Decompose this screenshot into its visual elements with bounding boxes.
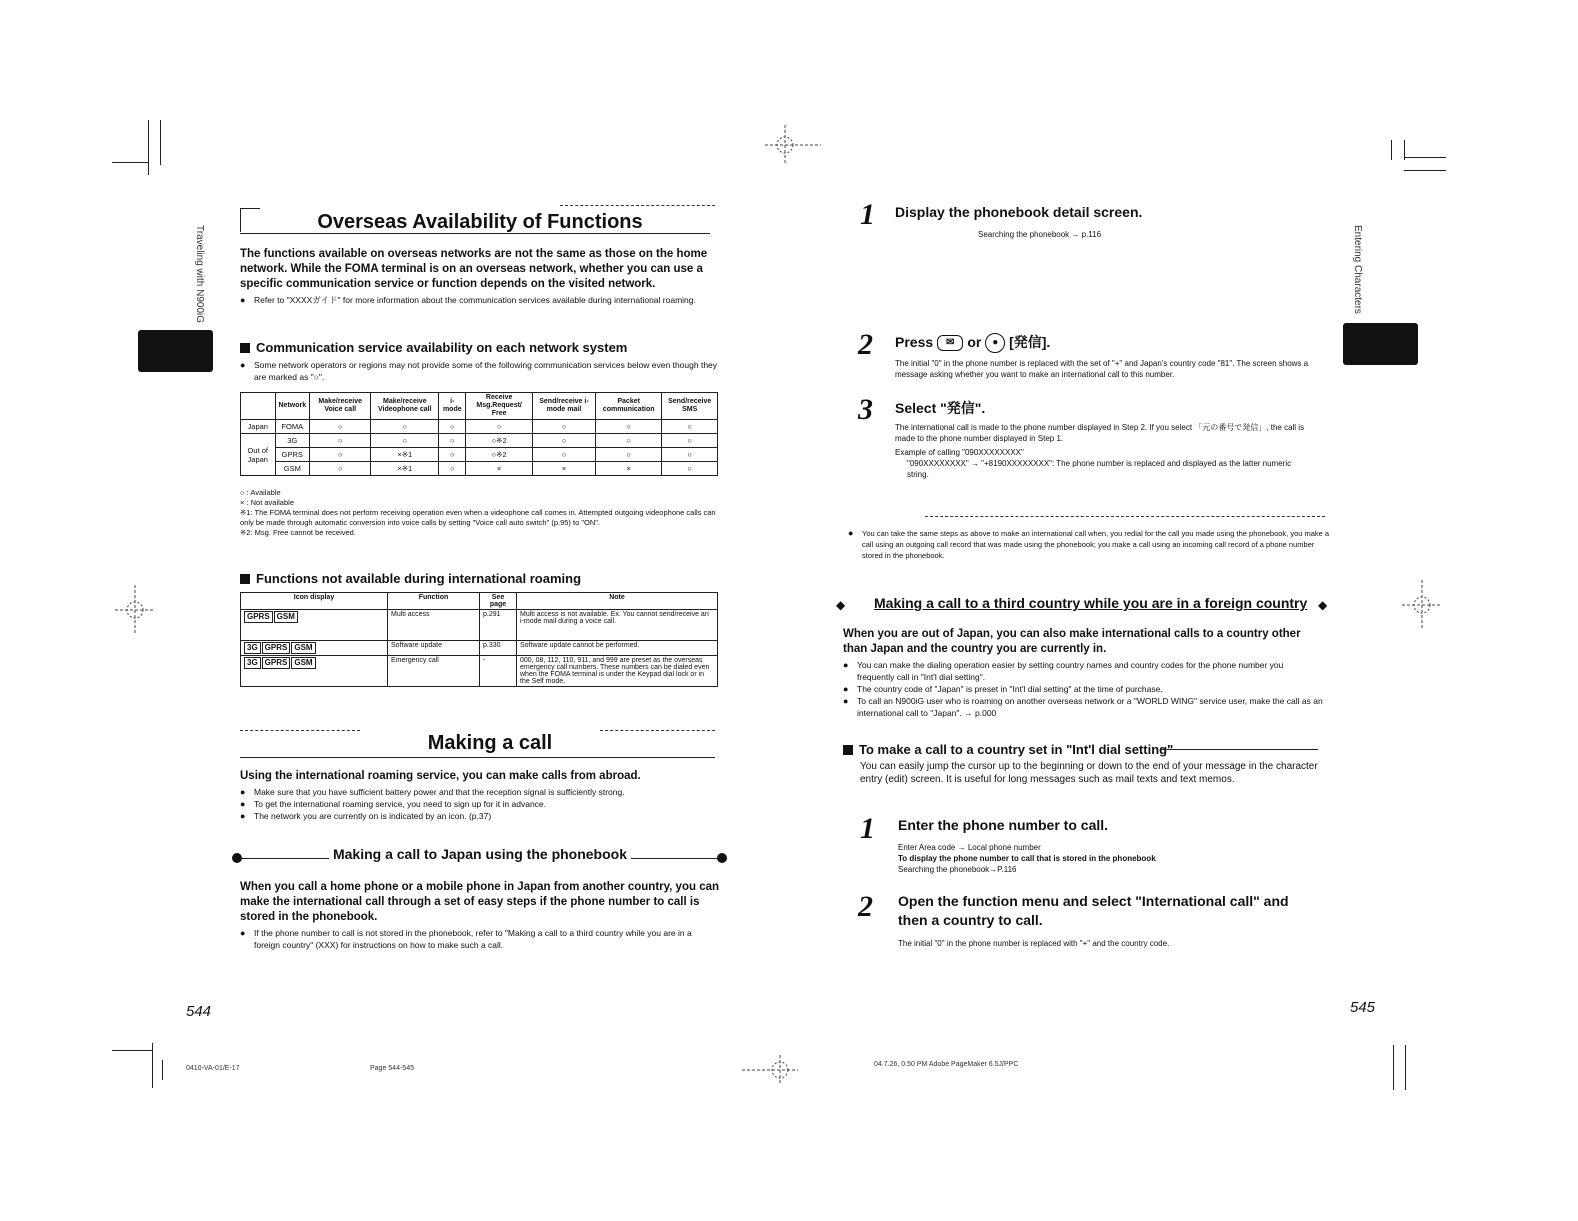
section-title-making-a-call: Making a call — [427, 732, 553, 754]
table-row: GPRS GSM Multi access p.291 Multi access is not available. Ex. You cannot send/receive an i-mode mail during a voice call. — [241, 610, 718, 641]
th-imode: i-mode — [439, 393, 466, 420]
step-title: Display the phonebook detail screen. — [895, 204, 1143, 220]
gprs-icon: GPRS — [262, 657, 291, 669]
call-japan-bullet: ● If the phone number to call is not stored in the phonebook, refer to "Making a call to a third country while you are in a foreign country" (XXX) for instructions on how to make such a call. — [240, 927, 720, 951]
gprs-icon: GPRS — [262, 642, 291, 654]
section-title-call-japan-phonebook: Making a call to Japan using the phonebook — [329, 846, 631, 862]
step-title: Enter the phone number to call. — [898, 817, 1109, 833]
making-call-bullet-2: ● To get the international roaming service, you need to sign up for it in advance. — [240, 798, 720, 810]
third-country-bullet-2: ● The country code of "Japan" is preset in "Int'l dial setting" at the time of purchase. — [843, 683, 1323, 695]
communication-service-bullet: ● Some network operators or regions may not provide some of the following communication services below even though they are marked as "○". — [240, 359, 720, 383]
section-title-third-country: Making a call to a third country while you are in a foreign country — [874, 595, 1308, 611]
chapter-tab-left — [138, 330, 213, 372]
availability-table — [240, 392, 718, 476]
registration-mark-right — [1402, 580, 1442, 630]
th-msg: Receive Msg.Request/ Free — [466, 393, 533, 420]
step-sub: To display the phone number to call that is stored in the phonebook — [898, 854, 1156, 863]
gsm-icon: GSM — [274, 611, 298, 623]
step-sub: The international call is made to the phone number displayed in Step 2. If you select 「元の番号で発信」, the call is made to the phone number displayed in Step 1. — [895, 423, 1305, 443]
legend-available: ○ : Available — [240, 488, 281, 497]
step-number: 1 — [860, 812, 875, 845]
third-country-bullet-3: ● To call an N900iG user who is roaming on another overseas network or a "WORLD WING" service user, make the call as an international call to "Japan". → p.000 — [843, 695, 1323, 719]
third-country-bullet-1: ● You can make the dialing operation easier by setting country names and country codes for the phone number you frequently call in "Int'l dial setting". — [843, 659, 1323, 683]
mail-key-icon: ✉ — [937, 335, 963, 351]
same-steps-note: ● You can take the same steps as above to make an international call when, you redial for the call you made using the phonebook, you make a call using an outgoing call record that was made using the phonebook; you make a call using an incoming call record of a phone number stored in the phonebook. — [848, 528, 1332, 561]
legend-note-1: ※1: The FOMA terminal does not perform receiving operation even when a videophone call comes in. Attempted outgoing videophone calls can only be made through automatic conversion into voice calls by setting "Voice call auto switch" (p.95) to "ON". — [240, 508, 716, 527]
registration-mark-bottom — [742, 1055, 798, 1095]
step-number: 2 — [858, 328, 873, 361]
bullet-dot — [717, 853, 727, 863]
making-call-bullet-1: ● Make sure that you have sufficient battery power and that the reception signal is sufficiently strong. — [240, 786, 720, 798]
th-sms: Send/receive SMS — [662, 393, 718, 420]
bullet-marker-icon: ◆ — [836, 598, 846, 612]
step-sub: Searching the phonebook→P.116 — [898, 865, 1017, 874]
step-title: Open the function menu and select "International call" and then a country to call. — [898, 893, 1289, 928]
step-sub: Enter Area code → Local phone number — [898, 843, 1041, 852]
th-videophone: Make/receive Videophone call — [371, 393, 439, 420]
page-number-right: 545 — [1350, 999, 1376, 1016]
step-sub: Searching the phonebook → p.116 — [978, 230, 1102, 239]
side-label-left: Traveling with N900iG — [194, 225, 205, 324]
side-label-right: Entering Characters — [1352, 225, 1363, 314]
heading-functions-not-available: Functions not available during international roaming — [240, 571, 581, 586]
overseas-bullet: ● Refer to "XXXXガイド" for more information about the communication services available during international roaming. — [240, 294, 730, 306]
footer-page-range: Page 544-545 — [370, 1065, 414, 1072]
th-packet: Packet communication — [595, 393, 661, 420]
section-title-overseas-availability: Overseas Availability of Functions — [317, 211, 643, 233]
gsm-icon: GSM — [291, 657, 315, 669]
center-key-icon: ● — [985, 333, 1005, 353]
table-row: Japan FOMA ○ ○ ○ ○ ○ ○ ○ — [241, 420, 718, 434]
table-row: GSM ○ ×※1 ○ × × × ○ — [241, 462, 718, 476]
3g-icon: 3G — [244, 657, 261, 669]
example-text: "090XXXXXXXX" → "+8190XXXXXXXX": The phone number is replaced and displayed as the latter numeric string. — [907, 459, 1292, 479]
th-voice: Make/receive Voice call — [310, 393, 371, 420]
registration-mark-top — [765, 125, 821, 165]
footer-timestamp: 04.7.26, 0.50 PM Adobe PageMaker 6.5J/PPC — [874, 1061, 1019, 1068]
gsm-icon: GSM — [291, 642, 315, 654]
page-number-left: 544 — [186, 1003, 212, 1020]
legend-not-available: × : Not available — [240, 498, 294, 507]
making-call-intro: Using the international roaming service, you can make calls from abroad. — [240, 770, 641, 782]
gprs-icon: GPRS — [244, 611, 273, 623]
step-sub: The initial "0" in the phone number is replaced with the set of "+" and Japan's country code "81". The screen shows a message asking whether you want to make an international call to this number. — [895, 359, 1309, 379]
call-japan-intro: When you call a home phone or a mobile phone in Japan from another country, you can make the international call through a set of easy steps if the phone number to call is stored in the phonebook. — [240, 881, 720, 923]
step-title: Select "発信". — [895, 400, 986, 416]
making-call-bullet-3: ● The network you are currently on is indicated by an icon. (p.37) — [240, 810, 720, 822]
example-title: Example of calling "090XXXXXXXX" — [895, 448, 1024, 457]
th-blank — [241, 393, 276, 420]
step-sub: The initial "0" in the phone number is replaced with "+" and the country code. — [898, 939, 1170, 948]
table-row: Out of Japan 3G ○ ○ ○ ○※2 ○ ○ ○ — [241, 434, 718, 448]
functions-table: Icon display Function See page Note GPRS GSM Multi access p.291 Multi access is not available. Ex. You cannot send/receive an i-mode mail during a voice call. 3G GPRS GSM Software update p.330 Software update cannot be performed. 3G GPRS GSM Emergency call - 000, 08, 112, 110, 911, and 999 are preset as the overseas emergency call numbers. These numbers can be dialed even when the FOMA terminal is under the Keypad dial lock or in the Self mode. — [240, 592, 718, 687]
chapter-tab-right — [1343, 323, 1418, 365]
step-number: 3 — [858, 393, 873, 426]
table-row: 3G GPRS GSM Software update p.330 Software update cannot be performed. — [241, 641, 718, 656]
table-row: GPRS ○ ×※1 ○ ○※2 ○ ○ ○ — [241, 448, 718, 462]
legend-note-2: ※2: Msg. Free cannot be received. — [240, 528, 356, 537]
th-imode-mail: Send/receive i-mode mail — [532, 393, 595, 420]
intl-dial-intro: You can easily jump the cursor up to the beginning or down to the end of your message in the character entry (edit) screen. It is useful for long messages such as mail texts and text memos. — [860, 761, 1318, 785]
overseas-intro: The functions available on overseas networks are not the same as those on the home network. While the FOMA terminal is on an overseas network, whether you can use a specific communication service or function depends on the visited network. — [240, 248, 708, 290]
step-number: 2 — [858, 890, 873, 923]
th-network: Network — [275, 393, 310, 420]
bullet-marker-icon: ◆ — [1318, 598, 1328, 612]
heading-intl-dial-setting: To make a call to a country set in "Int'l dial setting" — [843, 742, 1173, 757]
table-row: 3G GPRS GSM Emergency call - 000, 08, 112, 110, 911, and 999 are preset as the overseas emergency call numbers. These numbers can be dialed even when the FOMA terminal is under the Keypad dial lock or in the Self mode. — [241, 656, 718, 687]
heading-communication-service: Communication service availability on each network system — [240, 340, 720, 355]
footer-file-id: 0410-VA-01/E-17 — [186, 1065, 240, 1072]
3g-icon: 3G — [244, 642, 261, 654]
step-title-press: Press ✉ or ● [発信]. — [895, 332, 1050, 353]
step-number: 1 — [860, 198, 875, 231]
third-country-intro: When you are out of Japan, you can also make international calls to a country other than Japan and the country you are currently in. — [843, 628, 1301, 655]
registration-mark-left — [115, 585, 155, 635]
